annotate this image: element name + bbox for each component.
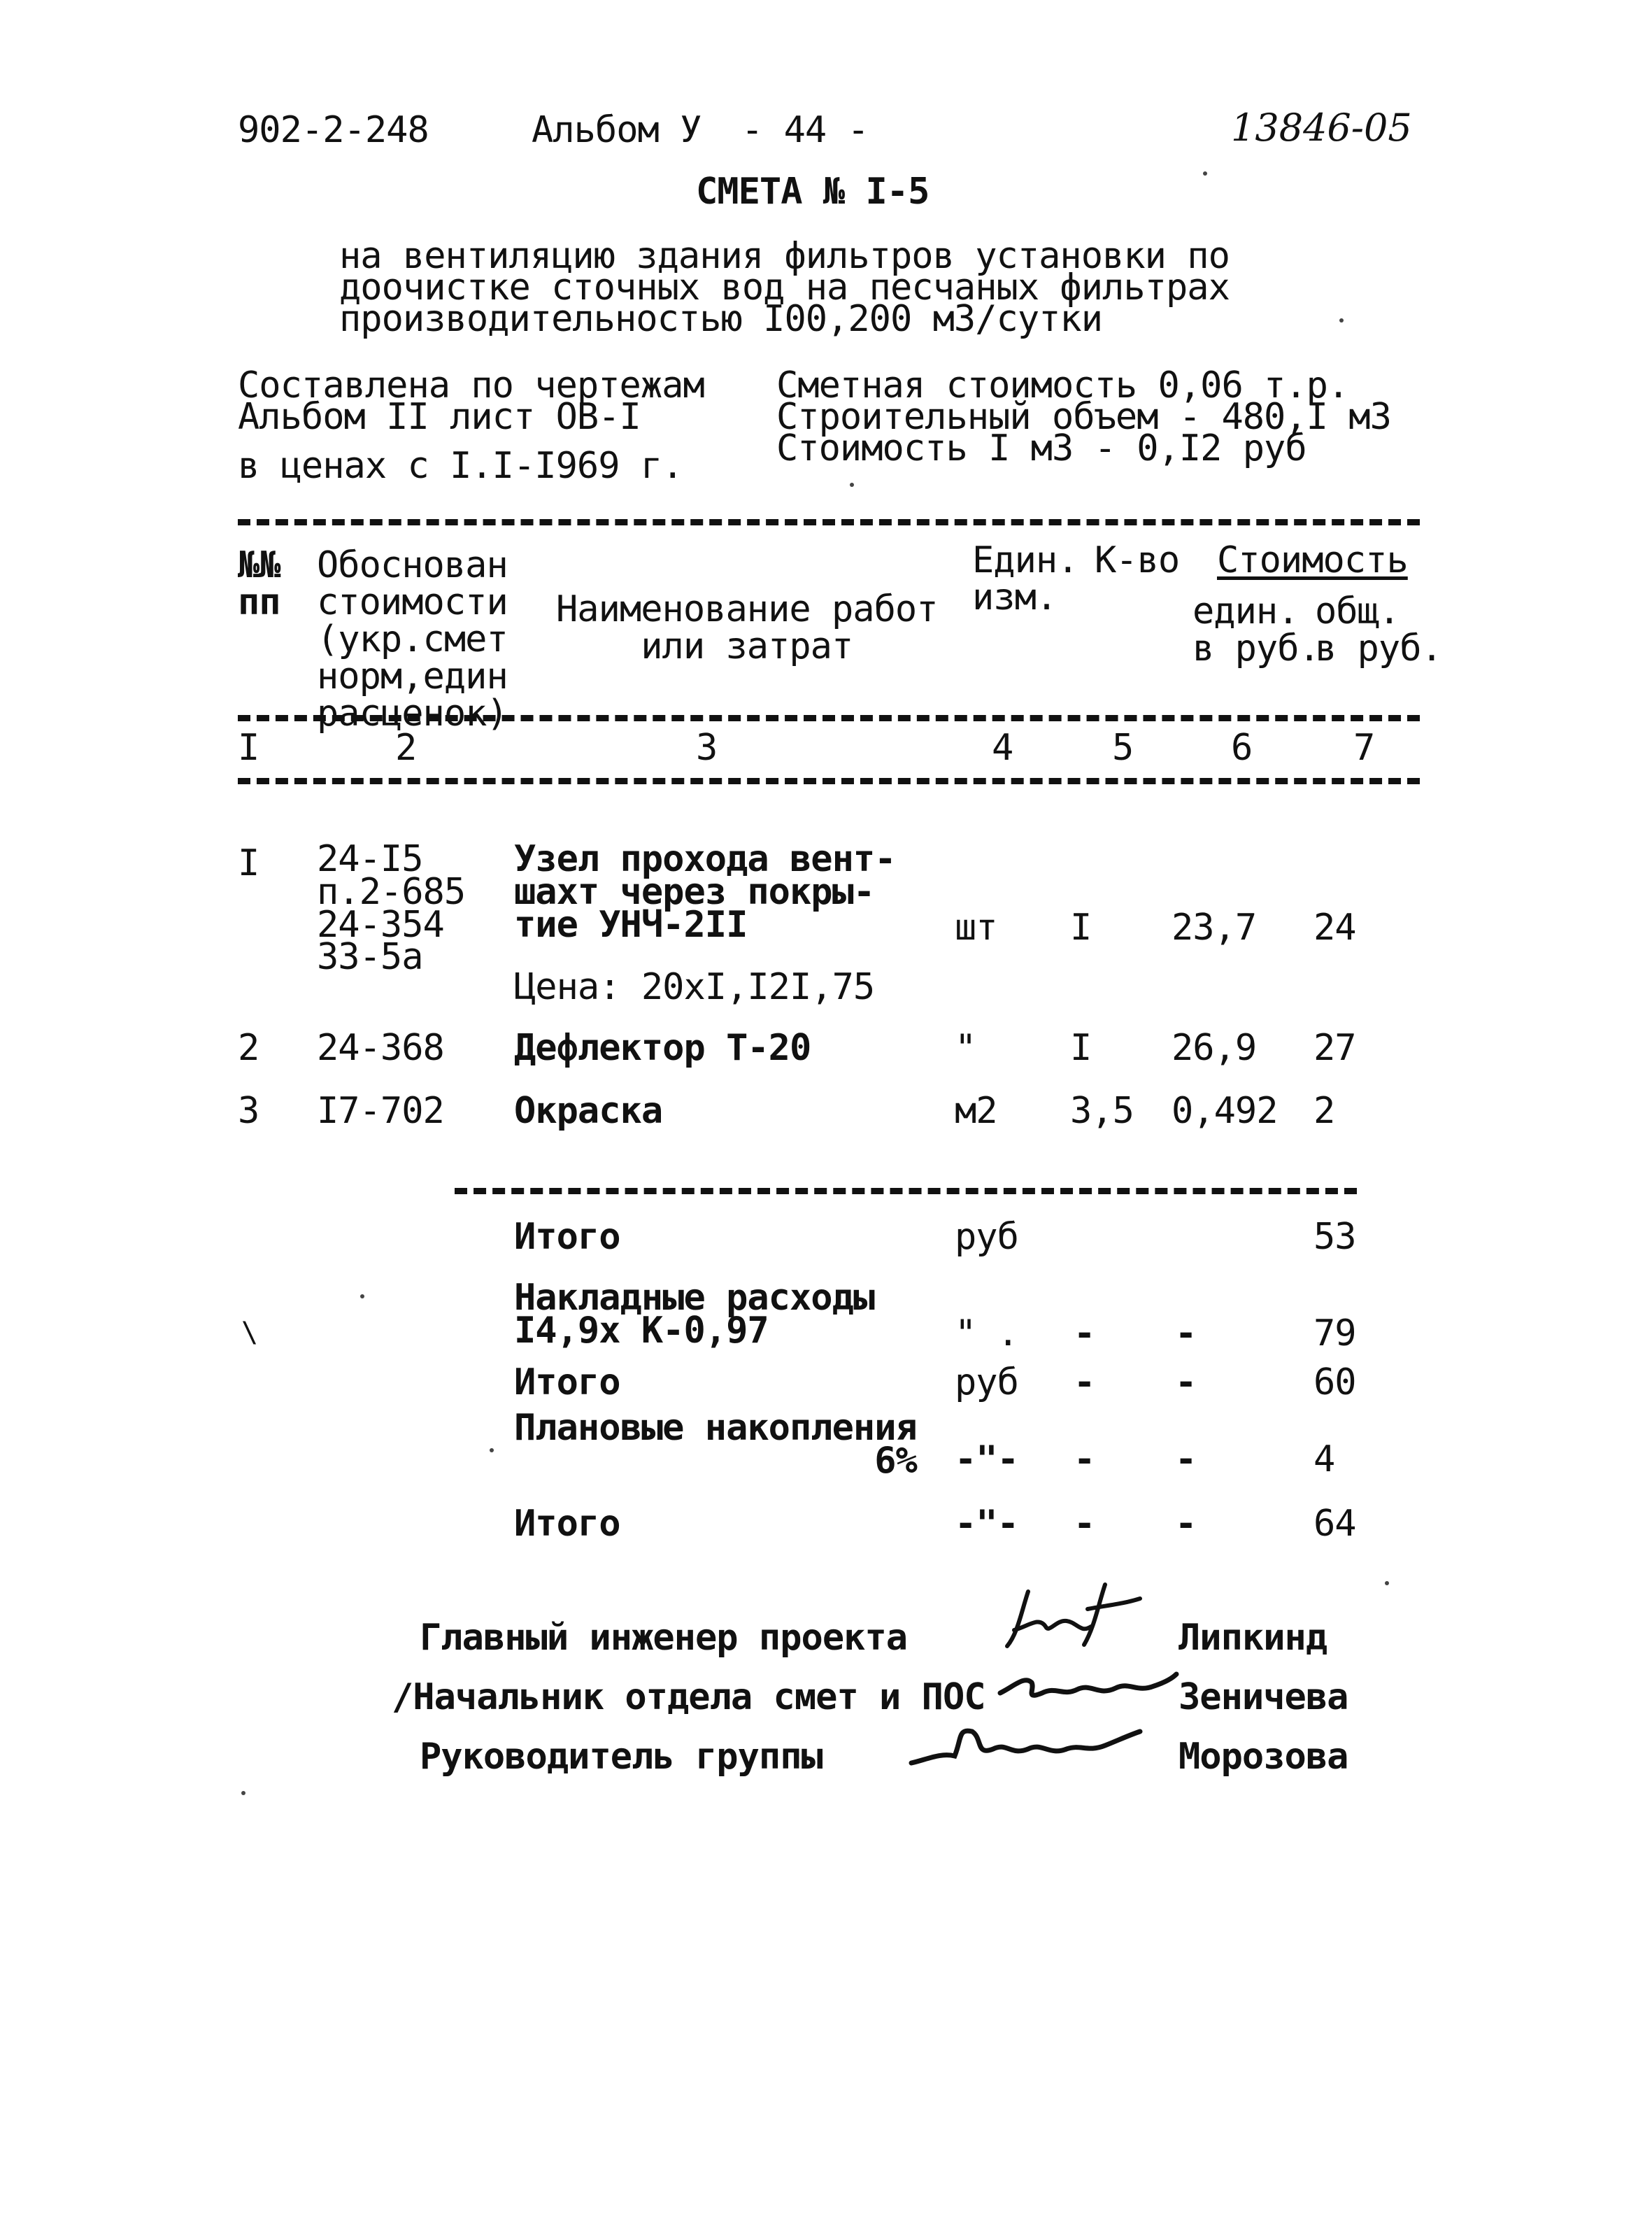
total-2-value: 79 bbox=[1313, 1312, 1356, 1354]
row-2-basis: 24-368 bbox=[317, 1027, 444, 1069]
row-1-price-note: Цена: 20хI,I2I,75 bbox=[514, 966, 875, 1008]
building-volume: Строительный объем - 480,I м3 bbox=[776, 396, 1391, 438]
col-number-2: 2 bbox=[395, 727, 417, 769]
album-sheet: Альбом II лист ОВ-I bbox=[238, 396, 641, 438]
header-num: №№ пп bbox=[238, 544, 280, 624]
total-5-name: Итого bbox=[514, 1503, 620, 1545]
cost-per-m3: Стоимость I м3 - 0,I2 руб bbox=[776, 427, 1306, 469]
speck bbox=[490, 1448, 494, 1452]
total-3-qty: - bbox=[1074, 1361, 1095, 1403]
total-4-name: Плановые накопления 6% bbox=[514, 1407, 917, 1482]
header-qty: К-во bbox=[1095, 539, 1180, 581]
col-number-7: 7 bbox=[1353, 727, 1375, 769]
signature-3-scribble bbox=[906, 1717, 1144, 1773]
speck bbox=[1385, 1581, 1389, 1585]
header-basis: Обоснован стоимости (укр.смет норм,един расценок) bbox=[317, 544, 508, 735]
row-3-total: 2 bbox=[1313, 1090, 1335, 1132]
description-line-1: на вентиляцию здания фильтров установки по bbox=[339, 235, 1230, 277]
price-basis: в ценах с I.I-I969 г. bbox=[238, 445, 683, 487]
doc-code: 902-2-248 bbox=[238, 109, 429, 151]
total-4-unit: -"- bbox=[955, 1438, 1018, 1480]
estimate-title: СМЕТА № I-5 bbox=[696, 171, 930, 213]
header-name: Наименование работ или затрат bbox=[556, 588, 938, 668]
row-2-num: 2 bbox=[238, 1027, 259, 1069]
table-top-rule bbox=[238, 519, 1420, 525]
total-5-value: 64 bbox=[1313, 1503, 1356, 1545]
row-1-num: I bbox=[238, 842, 259, 884]
header-total-cost: общ. в руб. bbox=[1315, 590, 1442, 670]
signature-2-role: /Начальник отдела смет и ПОС bbox=[392, 1676, 985, 1718]
album-label: Альбом У bbox=[532, 109, 702, 151]
row-2-qty: I bbox=[1070, 1027, 1092, 1069]
row-3-basis: I7-702 bbox=[317, 1090, 444, 1132]
total-5-qty: - bbox=[1074, 1503, 1095, 1545]
row-2-unit: " bbox=[955, 1027, 976, 1069]
total-1-unit: руб bbox=[955, 1216, 1018, 1258]
col-number-4: 4 bbox=[992, 727, 1013, 769]
row-3-qty: 3,5 bbox=[1070, 1090, 1134, 1132]
col-number-1: I bbox=[238, 727, 259, 769]
signature-3-name: Морозова bbox=[1179, 1736, 1348, 1778]
description-line-3: производительностью I00,200 м3/сутки bbox=[339, 298, 1103, 340]
row-2-total: 27 bbox=[1313, 1027, 1356, 1069]
signature-2-scribble bbox=[993, 1662, 1182, 1711]
row-1-name: Узел прохода вент- шахт через покры- тие УНЧ-2II bbox=[514, 838, 896, 946]
description-line-2: доочистке сточных вод на песчаных фильтрах bbox=[339, 267, 1230, 309]
total-5-unit: -"- bbox=[955, 1503, 1018, 1545]
row-2-unit-cost: 26,9 bbox=[1172, 1027, 1257, 1069]
speck bbox=[1203, 171, 1207, 176]
row-3-unit-cost: 0,492 bbox=[1172, 1090, 1278, 1132]
signature-1-role: Главный инженер проекта bbox=[420, 1617, 908, 1659]
page-number: - 44 - bbox=[741, 109, 869, 151]
signature-1-name: Липкинд bbox=[1179, 1617, 1327, 1659]
speck bbox=[360, 1294, 364, 1298]
signature-3-role: Руководитель группы bbox=[420, 1736, 823, 1778]
row-2-name: Дефлектор Т-20 bbox=[514, 1027, 811, 1069]
col-number-5: 5 bbox=[1112, 727, 1134, 769]
header-cost: Стоимость bbox=[1217, 539, 1408, 581]
col-number-3: 3 bbox=[696, 727, 718, 769]
row-3-unit: м2 bbox=[955, 1090, 997, 1132]
total-3-unit-cost: - bbox=[1175, 1361, 1197, 1403]
total-5-unit-cost: - bbox=[1175, 1503, 1197, 1545]
total-2-unit-cost: - bbox=[1175, 1312, 1197, 1354]
col-number-rule bbox=[238, 778, 1420, 784]
total-4-qty: - bbox=[1074, 1438, 1095, 1480]
row-3-name: Окраска bbox=[514, 1090, 663, 1132]
total-2-qty: - bbox=[1074, 1312, 1095, 1354]
total-1-name: Итого bbox=[514, 1216, 620, 1258]
stray-mark: \ bbox=[241, 1317, 258, 1349]
speck bbox=[850, 483, 854, 487]
row-1-total: 24 bbox=[1313, 907, 1356, 949]
row-1-qty: I bbox=[1070, 907, 1092, 949]
header-rule bbox=[238, 715, 1420, 721]
total-2-unit: " . bbox=[955, 1312, 1018, 1354]
total-4-value: 4 bbox=[1313, 1438, 1335, 1480]
speck bbox=[241, 1791, 245, 1795]
total-3-unit: руб bbox=[955, 1361, 1018, 1403]
signature-1-scribble bbox=[1000, 1578, 1154, 1655]
total-1-value: 53 bbox=[1313, 1216, 1356, 1258]
composed-by-drawings: Составлена по чертежам bbox=[238, 364, 704, 406]
handwritten-code: 13846-05 bbox=[1231, 106, 1412, 150]
estimated-cost: Сметная стоимость 0,06 т.р. bbox=[776, 364, 1349, 406]
total-3-name: Итого bbox=[514, 1361, 620, 1403]
total-4-unit-cost: - bbox=[1175, 1438, 1197, 1480]
totals-rule bbox=[455, 1188, 1357, 1194]
total-3-value: 60 bbox=[1313, 1361, 1356, 1403]
signature-2-name: Зеничева bbox=[1179, 1676, 1348, 1718]
row-1-unit-cost: 23,7 bbox=[1172, 907, 1257, 949]
total-2-name: Накладные расходы I4,9х К-0,97 bbox=[514, 1277, 875, 1352]
header-unit: Един. изм. bbox=[972, 539, 1078, 619]
col-number-6: 6 bbox=[1231, 727, 1253, 769]
row-1-basis: 24-I5 п.2-685 24-354 33-5а bbox=[317, 838, 466, 979]
header-unit-cost: един. в руб. bbox=[1192, 590, 1320, 670]
speck bbox=[1339, 318, 1344, 323]
row-3-num: 3 bbox=[238, 1090, 259, 1132]
row-1-unit: шт bbox=[955, 907, 997, 949]
